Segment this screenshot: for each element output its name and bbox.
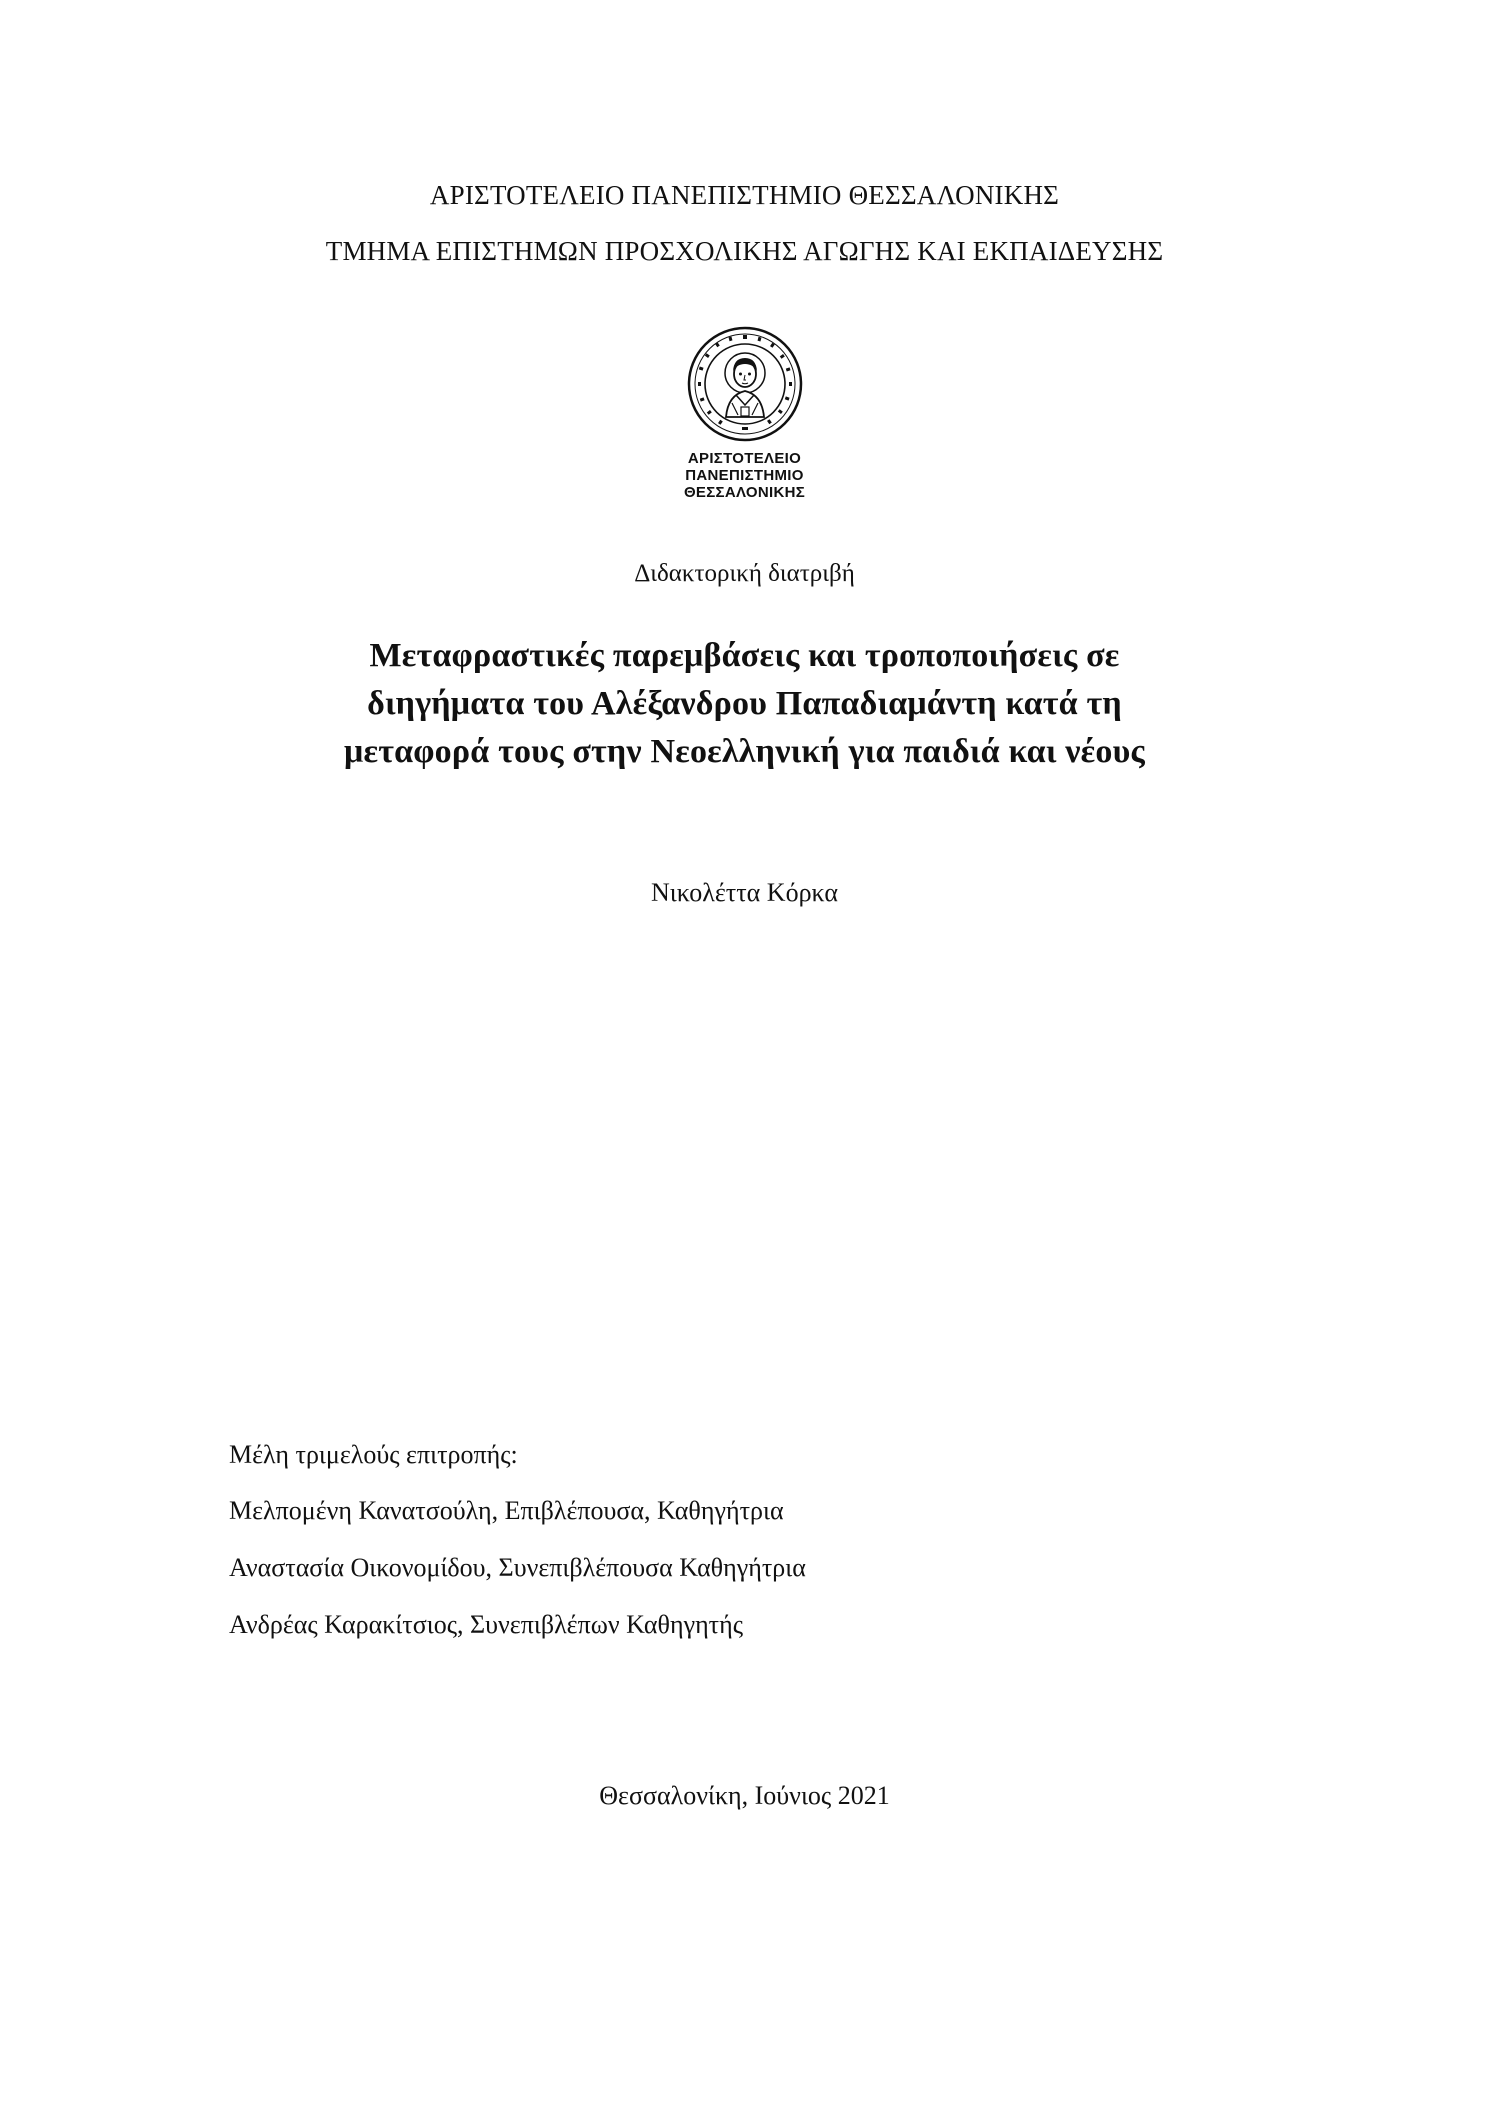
thesis-title-line: διηγήματα του Αλέξανδρου Παπαδιαμάντη κατά τη: [367, 685, 1122, 722]
logo-text-line: ΑΡΙΣΤΟΤΕΛΕΙΟ: [687, 450, 802, 467]
university-logo: [667, 325, 822, 510]
logo-text-line: ΘΕΣΣΑΛΟΝΙΚΗΣ: [683, 484, 806, 501]
committee-member: Μελπομένη Κανατσούλη, Επιβλέπουσα, Καθηγήτρια: [229, 1496, 784, 1525]
logo-text-line: ΠΑΝΕΠΙΣΤΗΜΙΟ: [685, 467, 804, 484]
committee-heading: Μέλη τριμελούς επιτροπής:: [229, 1440, 518, 1469]
author-name: Νικολέττα Κόρκα: [650, 878, 839, 907]
thesis-title-line: μεταφορά τους στην Νεοελληνική για παιδιά και νέους: [344, 733, 1145, 770]
place-date: Θεσσαλονίκη, Ιούνιος 2021: [599, 1781, 890, 1810]
university-seal-icon: [686, 325, 804, 443]
department-name: ΤΜΗΜΑ ΕΠΙΣΤΗΜΩΝ ΠΡΟΣΧΟΛΙΚΗΣ ΑΓΩΓΗΣ ΚΑΙ ΕΚΠΑΙΔΕΥΣΗΣ: [325, 236, 1164, 266]
thesis-title-line: Μεταφραστικές παρεμβάσεις και τροποποιήσεις σε: [369, 637, 1120, 674]
document-type: Διδακτορική διατριβή: [634, 560, 855, 587]
university-name: ΑΡΙΣΤΟΤΕΛΕΙΟ ΠΑΝΕΠΙΣΤΗΜΙΟ ΘΕΣΣΑΛΟΝΙΚΗΣ: [429, 180, 1060, 210]
committee-member: Αναστασία Οικονομίδου, Συνεπιβλέπουσα Καθηγήτρια: [229, 1553, 806, 1582]
committee-member: Ανδρέας Καρακίτσιος, Συνεπιβλέπων Καθηγητής: [229, 1610, 744, 1639]
